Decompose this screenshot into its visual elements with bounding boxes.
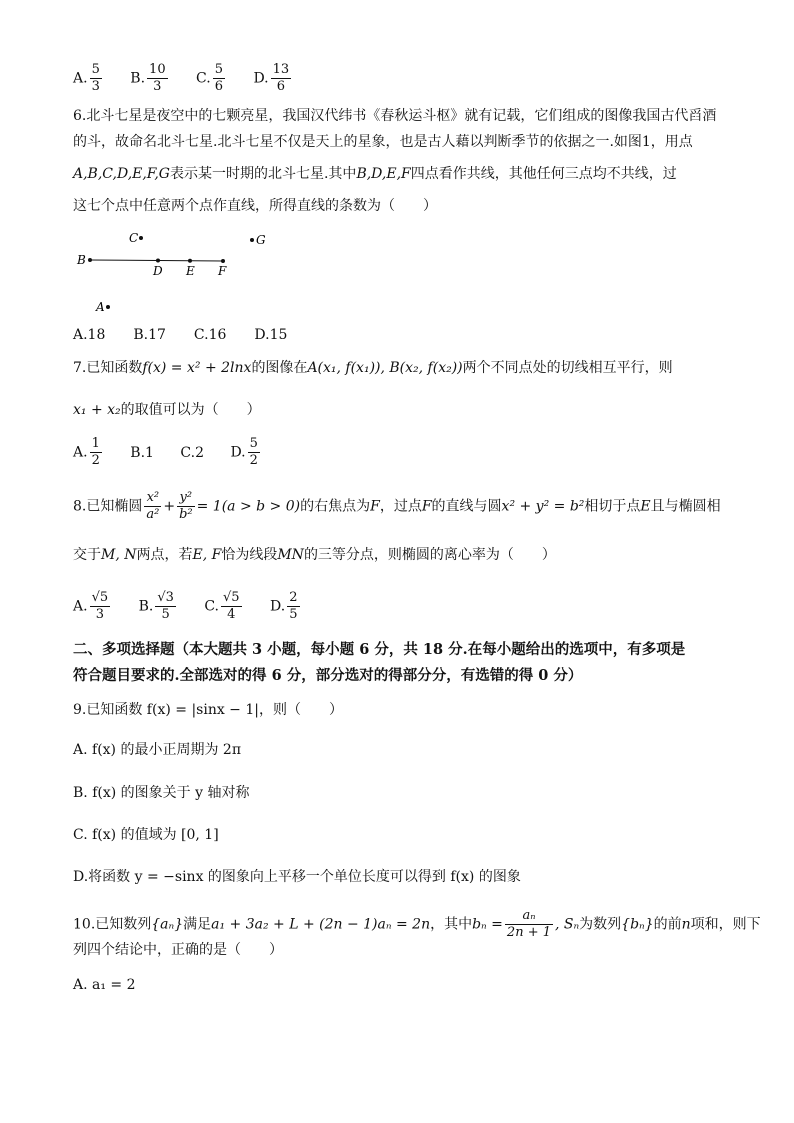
q7-option-d: D. $\frac{5}{2}$	[230, 436, 258, 468]
q9-stem: 9.已知函数 f(x) = |sinx − 1|，则（ ）	[73, 702, 343, 718]
q9-option-c: C. f(x) 的值域为 [0, 1]	[73, 827, 219, 843]
q5-option-a: A. $\frac{5}{3}$	[73, 62, 100, 94]
section2-heading-line2: 符合题目要求的.全部选对的得 6 分，部分选对的得部分分，有选错的得 0 分）	[73, 667, 583, 684]
q7-option-a: A. $\frac{1}{2}$	[73, 436, 100, 468]
label-e: E	[186, 264, 195, 278]
q8-options	[73, 590, 324, 623]
point-b	[88, 258, 92, 262]
q6-options: A.18 B.17 C.16 D.15	[73, 327, 288, 343]
q5-option-c: C. $\frac{5}{6}$	[196, 62, 223, 94]
point-d	[156, 259, 160, 263]
point-e	[188, 259, 192, 263]
q6-line2: 的斗，故命名北斗七星.北斗七星不仅是天上的星象，也是古人藉以判断季节的依据之一.如图1，用点	[73, 134, 693, 150]
q8-option-d: D. $\frac{2}{5}$	[270, 590, 298, 622]
q7-options	[73, 436, 284, 469]
q8-option-a: A. $\frac{√5}{3}$	[73, 590, 109, 622]
q8-line1: 8.已知椭圆 $\frac{\text{x²}}{\text{a²}}$ + $\frac{\text{y²}}{\text{b²}}$ = 1(a > b > 0)的右焦点为F，过点F的直线与圆x² + y² = b²相切于点E且与椭圆相	[73, 490, 721, 522]
point-a	[106, 305, 110, 309]
q5-options	[73, 62, 315, 95]
q7-line2: x₁ + x₂的取值可以为（ ）	[73, 402, 261, 418]
q9-option-a: A. f(x) 的最小正周期为 2π	[73, 742, 242, 758]
q8-option-b: B. $\frac{√3}{5}$	[138, 590, 174, 622]
label-g: G	[256, 233, 266, 247]
point-f	[221, 259, 225, 263]
q7-option-b: B.1	[130, 444, 154, 461]
q7-line1: 7.已知函数f(x) = x² + 2lnx的图像在A(x₁, f(x₁)), B(x₂, f(x₂))两个不同点处的切线相互平行，则	[73, 360, 673, 376]
label-f: F	[218, 264, 227, 278]
label-b: B	[77, 253, 86, 267]
label-a: A	[96, 300, 105, 314]
section2-heading-line1: 二、多项选择题（本大题共 3 小题，每小题 6 分，共 18 分.在每小题给出的选项中，有多项是	[73, 641, 686, 658]
q5-option-d: D. $\frac{13}{6}$	[253, 62, 290, 94]
point-g	[250, 238, 254, 242]
q10-line2: 列四个结论中，正确的是（ ）	[73, 942, 283, 958]
q8-line2: 交于M, N两点，若E, F恰为线段MN的三等分点，则椭圆的离心率为（ ）	[73, 547, 556, 563]
q9-option-d: D.将函数 y = −sinx 的图象向上平移一个单位长度可以得到 f(x) 的图象	[73, 869, 521, 885]
label-c: C	[129, 231, 139, 245]
point-c	[139, 236, 143, 240]
q10-line1: 10.已知数列{aₙ}满足a₁ + 3a₂ + L + (2n − 1)aₙ = 2n，其中bₙ = $\frac{\text{aₙ}}{2n + 1}$ , Sₙ为数列{bₙ}的前n项和，则下	[73, 908, 761, 940]
q5-option-b: B. $\frac{10}{3}$	[130, 62, 166, 94]
q6-line3: A,B,C,D,E,F,G表示某一时期的北斗七星.其中B,D,E,F四点看作共线，其他任何三点均不共线，过	[73, 166, 677, 182]
q9-option-b: B. f(x) 的图象关于 y 轴对称	[73, 785, 250, 801]
q8-option-c: C. $\frac{√5}{4}$	[204, 590, 240, 622]
label-d: D	[153, 264, 163, 278]
q6-line1: 6.北斗七星是夜空中的七颗亮星，我国汉代纬书《春秋运斗枢》就有记载，它们组成的图像我国古代舀酒	[73, 108, 717, 124]
q6-figure	[70, 225, 290, 320]
q10-option-a: A. a₁ = 2	[73, 977, 136, 993]
q7-option-c: C.2	[180, 444, 204, 461]
q6-line4: 这七个点中任意两个点作直线，所得直线的条数为（ ）	[73, 198, 437, 214]
